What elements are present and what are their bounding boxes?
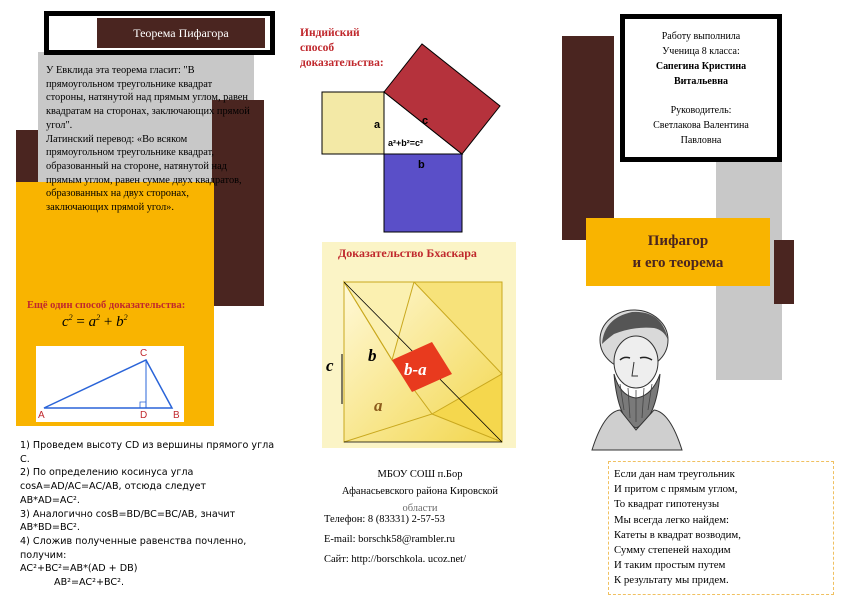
contacts-block [324,512,534,568]
supervisor-label: Руководитель: [670,105,732,116]
step-2: 2) По определению косинуса угла [20,467,194,479]
triangle-figure [36,346,184,422]
decor-block-brown-right-2 [774,240,794,304]
poem-line-2: И притом с прямым углом, [614,483,738,496]
bhaskara-ba: b-a [404,360,427,379]
bhaskara-title: Доказательство Бхаскара [338,246,477,260]
step-3: 3) Аналогично cosB=BD/BC=BC/AB, значит [20,508,236,520]
label-A: A [38,410,45,421]
website: Сайт: http://borschkola. ucoz.net/ [324,554,467,565]
indian-title: Индийский способ доказательства: [300,27,384,69]
step-1: 1) Проведем высоту CD из вершины прямого угла C. [20,440,275,465]
step-4c: AB²=AC²+BC². [54,577,125,589]
proof-steps [20,439,276,590]
step-4: 4) Сложив полученные равенства почленно, получим: [20,535,247,561]
bhaskara-c: c [326,356,334,375]
author-line-1: Работу выполнила [661,31,741,42]
school-line-2: Афанасьевского района Кировской [341,486,499,497]
school-line-3: области [402,503,438,514]
supervisor-name-1: Светлакова Валентина [653,120,749,131]
main-title-2: и его теорема [632,255,724,271]
bhaskara-a: a [374,396,383,415]
poem-line-8: К результату мы придем. [614,574,729,587]
main-title-1: Пифагор [647,233,709,249]
label-B: B [173,410,180,421]
author-line-2: Ученица 8 класса: [662,46,740,57]
svg-text:a²+b²=c²: a²+b²=c² [388,138,424,148]
school-line-1: МБОУ СОШ п.Бор [377,469,463,480]
pythagoras-portrait [574,300,690,456]
euclid-text-block [46,64,254,215]
svg-text:b: b [418,159,425,171]
euclid-quote: У Евклида эта теорема гласит: "В прямоугольном треугольнике квадрат стороны, натянутой над прямым углом, равен квадратам на сторонах, заключающих прямой угол". [46,65,250,131]
poem-line-6: Сумму степеней находим [614,544,731,557]
email: E-mail: borschk58@rambler.ru [324,534,455,545]
author-name-2: Витальевна [673,76,729,87]
svg-text:a: a [374,119,381,131]
formula: $c^2 = a^2 + b^2$ [62,313,128,330]
poem-line-3: То квадрат гипотенузы [614,498,720,511]
author-box [620,14,782,162]
school-block [318,466,522,514]
poem-line-7: И таким простым путем [614,559,726,572]
step-4b: AC²+BC²=AB*(AD + DB) [20,563,138,575]
step-3b: AB*BD=BC². [20,522,80,534]
left-title-box [44,11,275,55]
poem-line-1: Если дан нам треугольник [614,468,735,480]
main-title-box [586,218,770,286]
left-title: Теорема Пифагора [97,18,265,48]
latin-translation: Латинский перевод: «Во всяком прямоугольном треугольнике квадрат, образованный на стороне, натянутой над прямым углом, равен сумме двух квадратов, образованных на двух сторонах, заключающих прямой угол». [46,133,242,214]
supervisor-name-2: Павловна [680,135,722,146]
poem-box [608,461,834,595]
bhaskara-b: b [368,346,377,365]
phone: Телефон: 8 (83331) 2-57-53 [324,514,445,525]
poem-line-5: Катеты в квадрат возводим, [614,528,741,541]
poem-line-4: Мы всегда легко найдем: [614,513,730,526]
decor-block-brown-right-1 [562,36,614,240]
bhaskara-figure [322,242,516,448]
svg-text:c: c [422,115,429,127]
author-name-1: Сапегина Кристина [655,61,747,72]
step-2b: cosA=AD/AC=AC/AB, отсюда следует [20,481,207,493]
indian-proof-figure [318,14,500,240]
another-method-heading: Ещё один способ доказательства: [27,300,186,311]
step-2c: AB*AD=AC². [20,494,80,506]
label-C: C [140,348,148,359]
label-D: D [140,410,148,421]
